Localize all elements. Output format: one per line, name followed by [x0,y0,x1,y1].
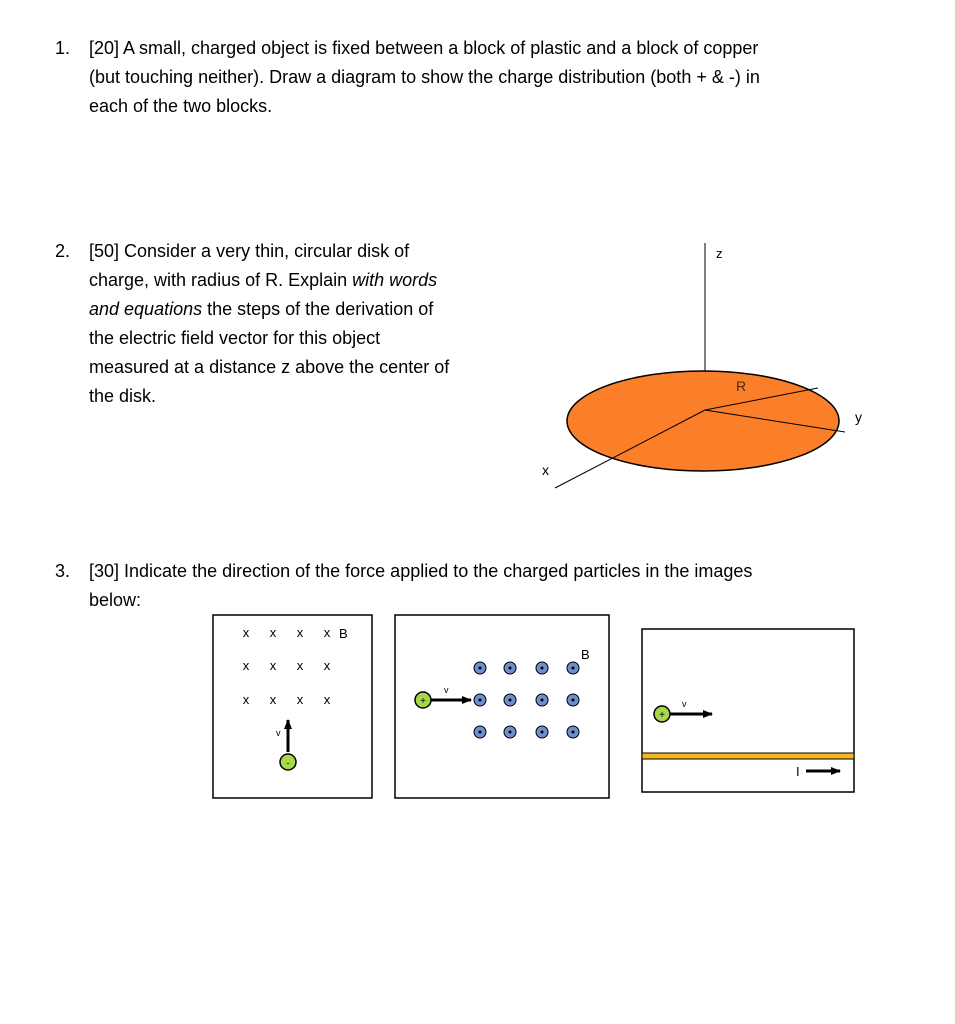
panel-2 [395,615,609,798]
field-dot-center [541,731,544,734]
field-dot-center [479,731,482,734]
v-label: v [276,728,281,738]
field-cross: x [269,625,277,640]
r-label: R [736,378,747,394]
field-dot-center [572,731,575,734]
question-3-number: 3. [55,561,71,581]
question-2-line: [50] Consider a very thin, circular disk of [89,241,410,261]
question-2-line: measured at a distance z above the center of [89,357,450,377]
question-3-line: [30] Indicate the direction of the force applied to the charged particles in the images [89,561,753,581]
panel-1 [213,615,372,798]
charge-sign: + [659,710,665,721]
field-cross: x [269,658,277,673]
v-label: v [682,699,687,709]
panel-3 [642,629,854,792]
field-dot-center [509,699,512,702]
field-dot-center [541,699,544,702]
question-1-line: each of the two blocks. [89,96,273,116]
field-cross: x [323,658,331,673]
field-dot-center [572,699,575,702]
current-wire [642,753,854,759]
field-cross: x [242,692,250,707]
question-1-number: 1. [55,38,71,58]
field-cross: x [242,625,250,640]
question-2-line: the electric field vector for this object [89,328,381,348]
z-label: z [716,246,723,261]
panel-3-frame [642,629,854,792]
y-label: y [855,409,862,425]
i-label: I [796,764,800,779]
question-2-line: charge, with radius of R. Explain with words [89,270,438,290]
question-2-text [89,237,509,411]
charged-disk [567,371,839,471]
field-dot-center [479,667,482,670]
question-3-line: below: [89,590,142,610]
disk-figure [530,235,890,500]
emphasis: with words [352,270,438,290]
field-cross: x [323,692,331,707]
question-2-number: 2. [55,241,71,261]
field-cross: x [242,658,250,673]
field-cross: x [323,625,331,640]
charge-sign: - [286,758,290,768]
question-2-line: the disk. [89,386,157,406]
v-label: v [444,685,449,695]
field-dot-center [479,699,482,702]
field-dot-center [541,667,544,670]
panel-1-frame [213,615,372,798]
b-label: B [581,647,590,662]
field-cross: x [269,692,277,707]
field-cross: x [296,625,304,640]
field-cross: x [296,658,304,673]
charge-sign: + [420,696,426,707]
b-label: B [339,626,348,641]
question-2-line: and equations the steps of the derivation of [89,299,434,319]
field-dot-center [509,667,512,670]
question-1-text [89,34,909,121]
question-1-line: [20] A small, charged object is fixed between a block of plastic and a block of copper [89,38,759,58]
question-1-line: (but touching neither). Draw a diagram to show the charge distribution (both + & -) in [89,67,760,87]
force-panels [200,605,870,810]
x-label: x [542,462,549,478]
emphasis: and equations [89,299,203,319]
field-cross: x [296,692,304,707]
field-dot-center [509,731,512,734]
field-dot-center [572,667,575,670]
